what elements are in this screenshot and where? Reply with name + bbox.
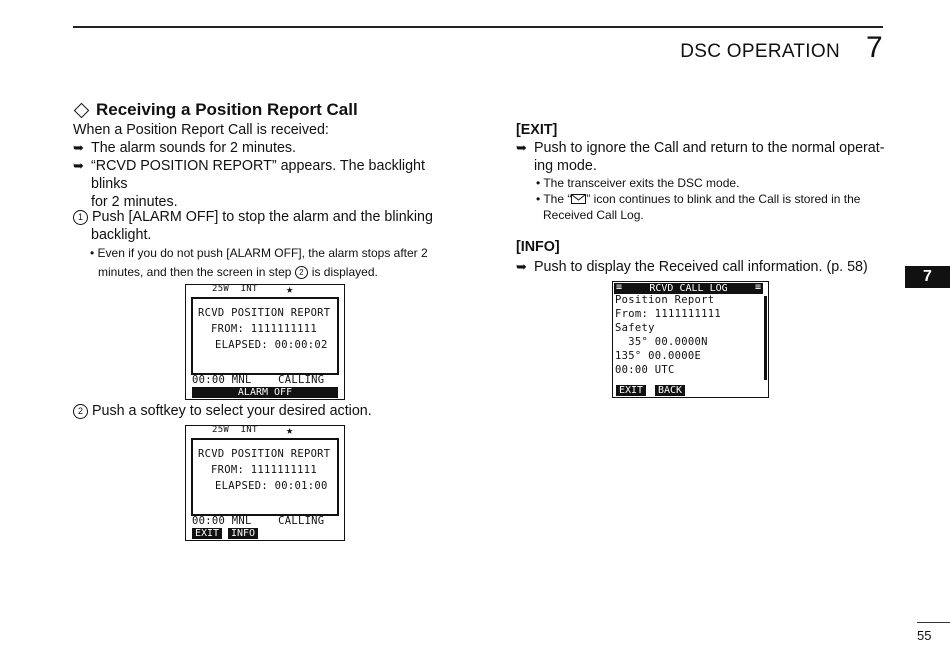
scroll-icon: ≡ (755, 282, 762, 293)
alarm-off-softkey[interactable]: ALARM OFF (192, 387, 338, 398)
info-heading: [INFO] (516, 239, 560, 255)
left-column (73, 121, 463, 211)
page-number: 55 (917, 628, 932, 643)
step-2: 2 Push a softkey to select your desired action. (73, 402, 372, 420)
footer-rule (917, 622, 950, 623)
lcd-status: 25W INT (212, 284, 258, 294)
step-1-note: • Even if you do not push [ALARM OFF], the alarm stops after 2 (90, 246, 428, 260)
exit-softkey[interactable]: EXIT (616, 385, 646, 396)
exit-softkey[interactable]: EXIT (192, 528, 222, 539)
exit-heading: [EXIT] (516, 122, 558, 138)
star-icon: ★ (286, 423, 294, 437)
list-item: ➥ “RCVD POSITION REPORT” appears. The backlight blinks (73, 158, 425, 192)
page-title-text: Receiving a Position Report Call (96, 100, 358, 119)
lcd-title-bar: RCVD CALL LOG (614, 283, 763, 294)
intro-text: When a Position Report Call is received: (73, 122, 329, 138)
scrollbar[interactable] (764, 296, 767, 380)
chapter-tab: 7 (905, 266, 950, 288)
page-title (73, 100, 358, 120)
step-ref: 2 (295, 266, 308, 279)
right-column: [EXIT] ➥ Push to ignore the Call and return to the normal operat- ing mode. • The transceiver exits the DSC mode. • The “ ” icon continues to blink and the Call is stored in the Received Call Log. (516, 122, 885, 222)
envelope-icon (571, 194, 586, 204)
list-item: ➥ Push to display the Received call information. (p. 58) (516, 259, 868, 275)
arrow-icon: ➥ (516, 259, 527, 274)
section-title: DSC OPERATION (680, 41, 840, 62)
back-softkey[interactable]: BACK (655, 385, 685, 396)
menu-icon: ≡ (616, 282, 623, 293)
step-1: 1 Push [ALARM OFF] to stop the alarm and the blinking backlight. • Even if you do not push [ALARM OFF], the alarm stops after 2 minutes, and then the screen in step 2 is displayed. (73, 208, 463, 282)
info-softkey[interactable]: INFO (228, 528, 258, 539)
lcd-screen-action: 25W INT ★ RCVD POSITION REPORT FROM: 1111111111 ELAPSED: 00:01:00 00:00 MNL CALLING EXIT INFO (185, 425, 345, 541)
lcd-status: 25W INT (212, 425, 258, 435)
arrow-icon: ➥ (73, 158, 84, 173)
chapter-number: 7 (866, 31, 883, 64)
list-item: ➥ The alarm sounds for 2 minutes. (73, 140, 297, 156)
diamond-icon (74, 102, 90, 118)
info-section (516, 238, 886, 276)
lcd-screen-call-log: RCVD CALL LOG ≡ ≡ Position Report From: 1111111111 Safety 35° 00.0000N 135° 00.0000E 00:00 UTC EXIT BACK (612, 281, 769, 398)
list-item: ➥ Push to ignore the Call and return to the normal operat- (516, 140, 885, 156)
step-number: 2 (73, 404, 88, 419)
star-icon: ★ (286, 282, 294, 296)
lcd-screen-alarm: 25W INT ★ RCVD POSITION REPORT FROM: 1111111111 ELAPSED: 00:00:02 00:00 MNL CALLING ALARM OFF (185, 284, 345, 400)
list-item-cont: for 2 minutes. (91, 194, 178, 210)
arrow-icon: ➥ (73, 140, 84, 155)
header-rule (73, 26, 883, 28)
arrow-icon: ➥ (516, 140, 527, 155)
step-number: 1 (73, 210, 88, 225)
